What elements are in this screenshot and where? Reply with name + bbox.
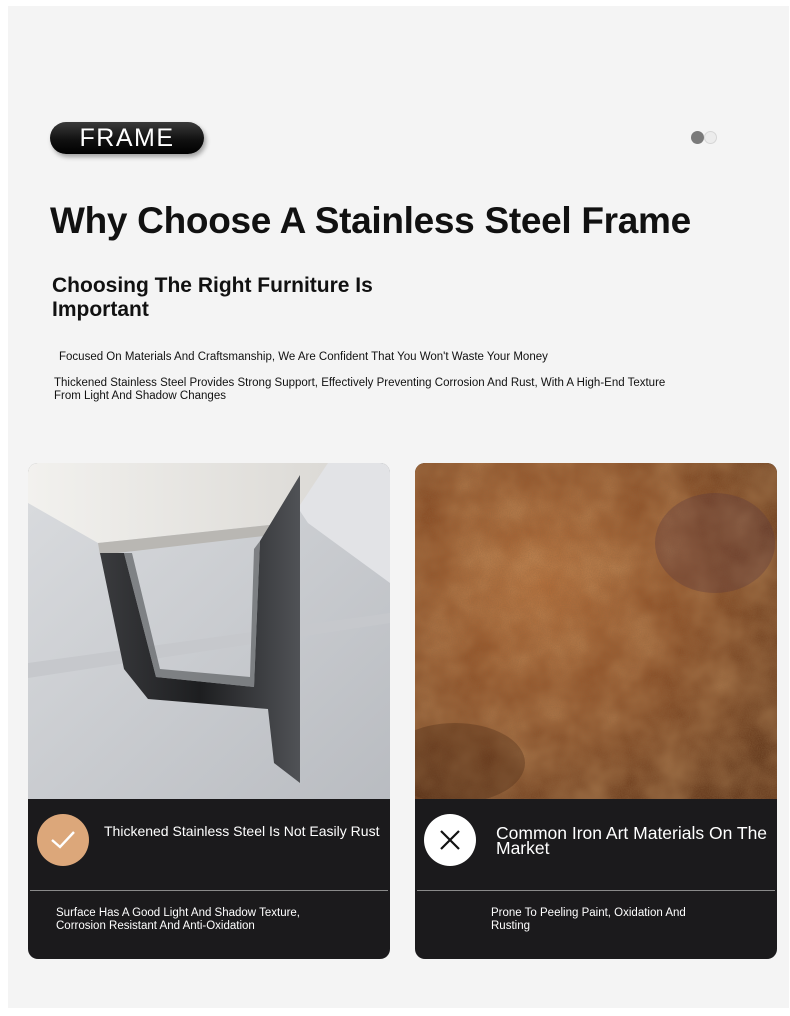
pager-dot-active[interactable] <box>691 131 704 144</box>
check-icon <box>49 829 77 851</box>
stainless-steel-leg-photo <box>28 463 390 799</box>
page-subtitle: Choosing The Right Furniture Is Important <box>52 274 373 321</box>
stainless-steel-heading: Thickened Stainless Steel Is Not Easily Rust <box>104 823 380 839</box>
carousel-pager[interactable] <box>691 131 717 144</box>
card-divider <box>417 890 775 891</box>
pager-dot[interactable] <box>704 131 717 144</box>
description-line-2: Thickened Stainless Steel Provides Strong Support, Effectively Preventing Corrosion And Rust, With A High-End Texture From Light And Shadow Changes <box>54 377 666 402</box>
stainless-steel-card <box>28 463 390 959</box>
check-badge <box>37 814 89 866</box>
close-icon <box>438 828 462 852</box>
rusted-iron-photo <box>415 463 777 799</box>
product-detail-page <box>8 6 789 1008</box>
common-iron-detail: Prone To Peeling Paint, Oxidation And Rusting <box>491 907 686 932</box>
frame-tag-label: FRAME <box>79 123 175 152</box>
cross-badge <box>424 814 476 866</box>
frame-section-tag <box>50 122 204 154</box>
card-divider <box>30 890 388 891</box>
description-line-1: Focused On Materials And Craftsmanship, We Are Confident That You Won't Waste Your Money <box>59 351 548 363</box>
stainless-steel-detail: Surface Has A Good Light And Shadow Texture, Corrosion Resistant And Anti-Oxidation <box>56 907 301 932</box>
page-title: Why Choose A Stainless Steel Frame <box>50 200 691 241</box>
common-iron-card <box>415 463 777 959</box>
common-iron-heading: Common Iron Art Materials On The Market <box>496 826 768 856</box>
